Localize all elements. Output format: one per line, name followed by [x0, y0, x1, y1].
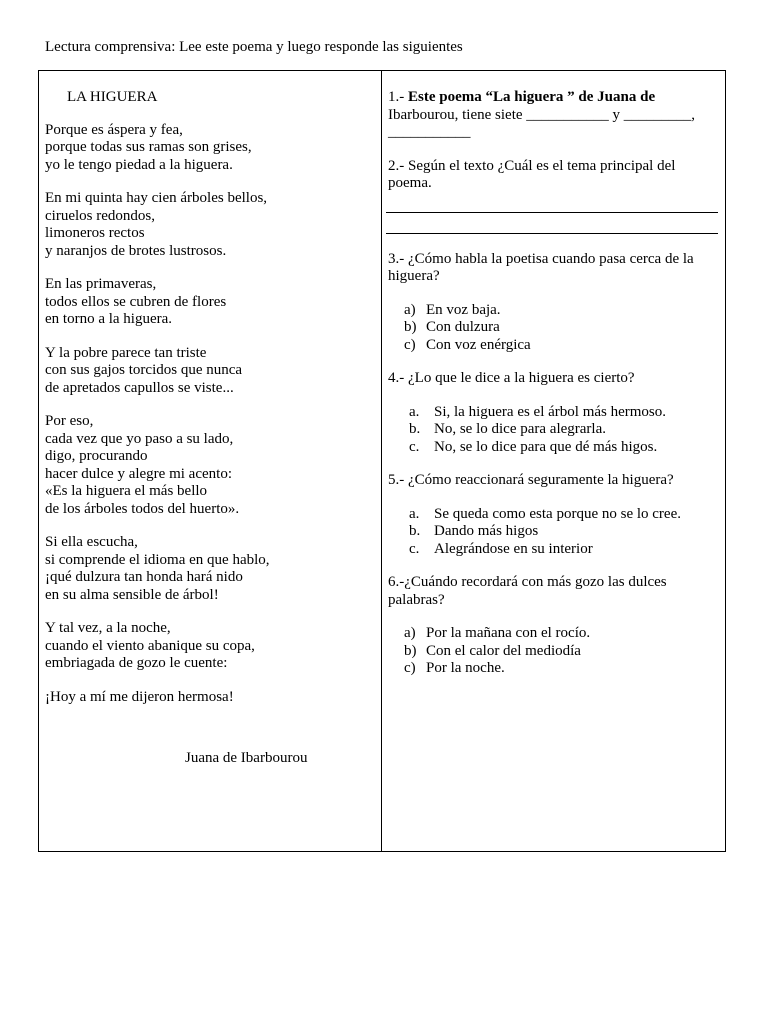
poem-stanza — [45, 345, 375, 398]
poem-line: porque todas sus ramas son grises, — [45, 139, 252, 155]
column-divider — [381, 70, 382, 852]
poem-line: hacer dulce y alegre mi acento: — [45, 465, 232, 482]
question-1-bold-text: Este poema “La higuera ” de Juana de — [408, 89, 656, 105]
option-label: b. — [409, 523, 421, 539]
option-label: c) — [404, 336, 416, 353]
poem-line: Y la pobre parece tan triste — [45, 344, 207, 361]
option-label: c) — [404, 660, 416, 676]
poem-line: yo le tengo piedad a la higuera. — [45, 156, 233, 173]
poem-line: en torno a la higuera. — [45, 311, 173, 327]
poem-body — [45, 122, 375, 707]
poem-line: Porque es áspera y fea, — [45, 121, 183, 138]
poem-line: cuando el viento abanique su copa, — [45, 637, 255, 654]
option-label: b. — [409, 421, 421, 437]
option-text: Con el calor del mediodía — [426, 642, 581, 659]
option-label: b) — [404, 319, 417, 335]
worksheet-heading: Lectura comprensiva: Lee este poema y luego responde las siguientes — [45, 39, 463, 55]
option-text: Alegrándose en su interior — [434, 540, 593, 557]
poem-line: ciruelos redondos, — [45, 207, 155, 224]
question-6-block — [388, 574, 720, 678]
option-text: Con dulzura — [426, 319, 500, 335]
question-5-block — [388, 472, 720, 558]
poem-line: todos ellos se cubren de flores — [45, 293, 227, 310]
poem-line: Si ella escucha, — [45, 534, 138, 550]
poem-stanza — [45, 689, 375, 707]
option-text: No, se lo dice para que dé más higos. — [434, 438, 658, 455]
question-5-options — [388, 506, 720, 559]
question-3: 3.- ¿Cómo habla la poetisa cuando pasa cerca de la higuera? — [388, 250, 694, 284]
poem-line: con sus gajos torcidos que nunca — [45, 362, 243, 378]
answer-option — [402, 541, 720, 559]
option-label: a) — [404, 301, 416, 318]
poem-column — [45, 89, 375, 768]
poem-line: cada vez que yo paso a su lado, — [45, 430, 234, 447]
answer-option — [404, 337, 720, 355]
option-label: a. — [409, 403, 420, 420]
question-6-options — [388, 625, 720, 678]
answer-option — [404, 660, 720, 678]
option-text: Por la noche. — [426, 660, 505, 676]
question-1-number: 1.- — [388, 89, 405, 105]
answer-option — [404, 302, 720, 320]
poem-line: limoneros rectos — [45, 225, 145, 241]
question-2: 2.- Según el texto ¿Cuál es el tema principal del poema. — [388, 157, 676, 191]
option-text: Con voz enérgica — [426, 336, 531, 353]
poem-stanza — [45, 620, 375, 673]
poem-line: En las primaveras, — [45, 276, 157, 292]
poem-line: «Es la higuera el más bello — [45, 483, 208, 499]
poem-line: y naranjos de brotes lustrosos. — [45, 242, 227, 259]
answer-option — [402, 506, 720, 524]
option-text: Se queda como esta porque no se lo cree. — [434, 505, 681, 522]
poem-line: de los árboles todos del huerto». — [45, 500, 240, 517]
answer-option — [402, 439, 720, 457]
question-4: 4.- ¿Lo que le dice a la higuera es cierto? — [388, 370, 635, 386]
option-text: Por la mañana con el rocío. — [426, 625, 591, 641]
poem-line: Por eso, — [45, 413, 94, 429]
poem-stanza — [45, 276, 375, 329]
question-5: 5.- ¿Cómo reaccionará seguramente la higuera? — [388, 472, 674, 488]
option-text: En voz baja. — [426, 301, 501, 318]
poem-stanza — [45, 122, 375, 175]
option-label: c. — [409, 540, 420, 557]
poem-line: En mi quinta hay cien árboles bellos, — [45, 190, 268, 206]
poem-line: si comprende el idioma en que hablo, — [45, 551, 270, 568]
poem-line: en su alma sensible de árbol! — [45, 586, 219, 603]
answer-option — [404, 319, 720, 337]
question-1 — [388, 89, 720, 142]
question-4-block — [388, 370, 720, 456]
poem-line: Y tal vez, a la noche, — [45, 620, 171, 636]
question-1-text: Ibarbourou, tiene siete ___________ y _________, ___________ — [388, 106, 696, 140]
answer-option — [404, 625, 720, 643]
answer-line-2 — [386, 233, 718, 234]
question-3-block — [388, 251, 720, 355]
poem-author: Juana de Ibarbourou — [185, 750, 308, 766]
poem-line: digo, procurando — [45, 448, 148, 464]
answer-option — [402, 523, 720, 541]
option-label: a) — [404, 625, 416, 641]
poem-title: LA HIGUERA — [67, 89, 158, 105]
answer-option — [402, 421, 720, 439]
poem-line: de apretados capullos se viste... — [45, 379, 234, 396]
option-label: c. — [409, 438, 420, 455]
questions-column — [388, 89, 720, 678]
option-label: b) — [404, 642, 417, 659]
answer-line-1 — [386, 212, 718, 213]
option-text: No, se lo dice para alegrarla. — [434, 421, 606, 437]
poem-stanza — [45, 413, 375, 518]
poem-line: ¡qué dulzura tan honda hará nido — [45, 569, 243, 585]
poem-line: ¡Hoy a mí me dijeron hermosa! — [45, 688, 234, 705]
question-3-options — [388, 302, 720, 355]
question-4-options — [388, 404, 720, 457]
poem-stanza — [45, 534, 375, 604]
answer-option — [404, 643, 720, 661]
poem-stanza — [45, 190, 375, 260]
option-text: Dando más higos — [434, 523, 539, 539]
question-6: 6.-¿Cuándo recordará con más gozo las dulces palabras? — [388, 574, 667, 608]
option-label: a. — [409, 505, 420, 522]
poem-line: embriagada de gozo le cuente: — [45, 655, 228, 671]
answer-option — [402, 404, 720, 422]
option-text: Si, la higuera es el árbol más hermoso. — [434, 403, 667, 420]
